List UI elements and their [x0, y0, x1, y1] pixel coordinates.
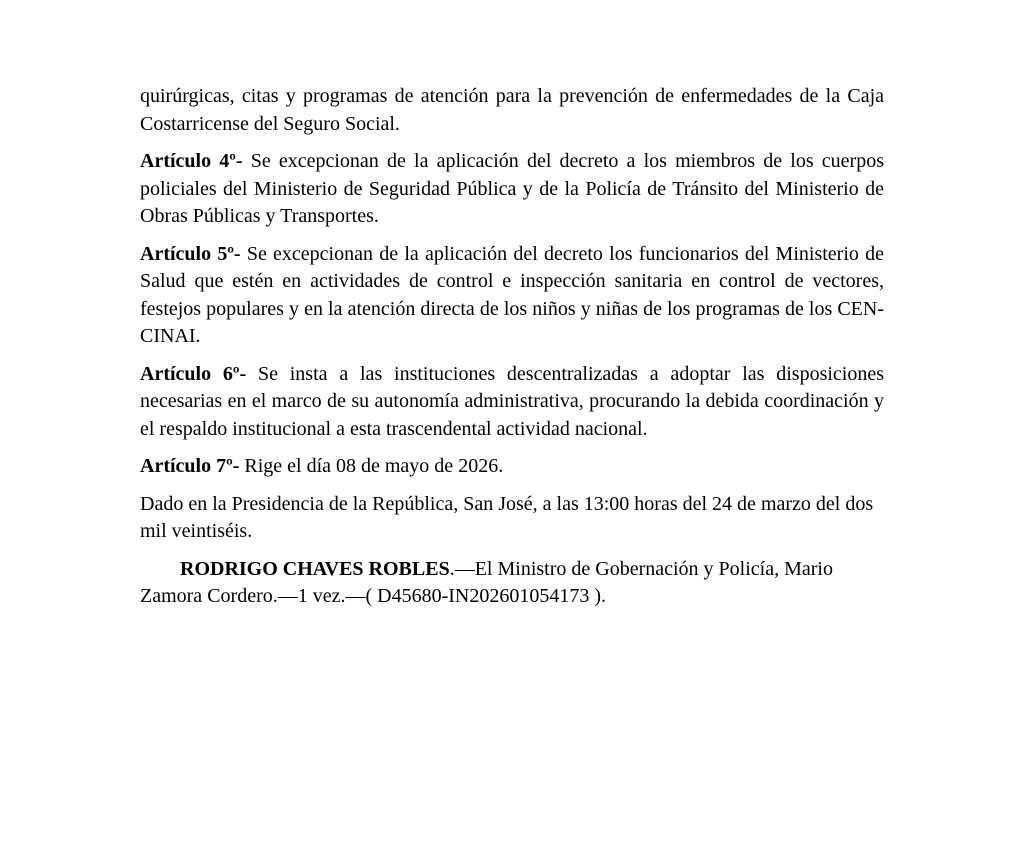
paragraph-signature [140, 556, 884, 611]
articulo-5-label: Artículo 5º- [140, 242, 241, 265]
paragraph-text: Se insta a las instituciones descentralizadas a adoptar las disposiciones necesarias en el marco de su autonomía administrativa, procurando la debida coordinación y el respaldo institucional a esta trascendental actividad nacional. [140, 362, 884, 440]
articulo-6-label: Artículo 6º- [140, 362, 247, 385]
paragraph-articulo-7 [140, 453, 884, 481]
paragraph-text: Rige el día 08 de mayo de 2026. [239, 455, 504, 477]
signature-name: RODRIGO CHAVES ROBLES [180, 557, 450, 580]
articulo-7-label: Artículo 7º- [140, 455, 240, 477]
paragraph-articulo-5 [140, 241, 884, 351]
paragraph-continuation [140, 83, 884, 138]
paragraph-dado [140, 491, 884, 546]
paragraph-articulo-6 [140, 361, 884, 444]
paragraph-text: Dado en la Presidencia de la República, San José, a las 13:00 horas del 24 de marzo del dos mil veintiséis. [140, 492, 874, 542]
paragraph-articulo-4 [140, 148, 884, 231]
paragraph-text: Se excepcionan de la aplicación del decreto a los miembros de los cuerpos policiales del Ministerio de Seguridad Pública y de la Policía de Tránsito del Ministerio de Obras Públicas y Transportes. [140, 150, 884, 227]
paragraph-text: quirúrgicas, citas y programas de atención para la prevención de enfermedades de la Caja Costarricense del Seguro Social. [140, 85, 884, 135]
signature-text: .—El Ministro de Gobernación y Policía, Mario Zamora Cordero.—1 vez.—( D45680-IN202601054173 ). [140, 557, 833, 607]
paragraph-text: Se excepcionan de la aplicación del decreto los funcionarios del Ministerio de Salud que estén en actividades de control e inspección sanitaria en control de vectores, festejos populares y en la atención directa de los niños y niñas de los programas de los CEN-CINAI. [140, 242, 884, 347]
articulo-4-label: Artículo 4º- [140, 150, 243, 172]
